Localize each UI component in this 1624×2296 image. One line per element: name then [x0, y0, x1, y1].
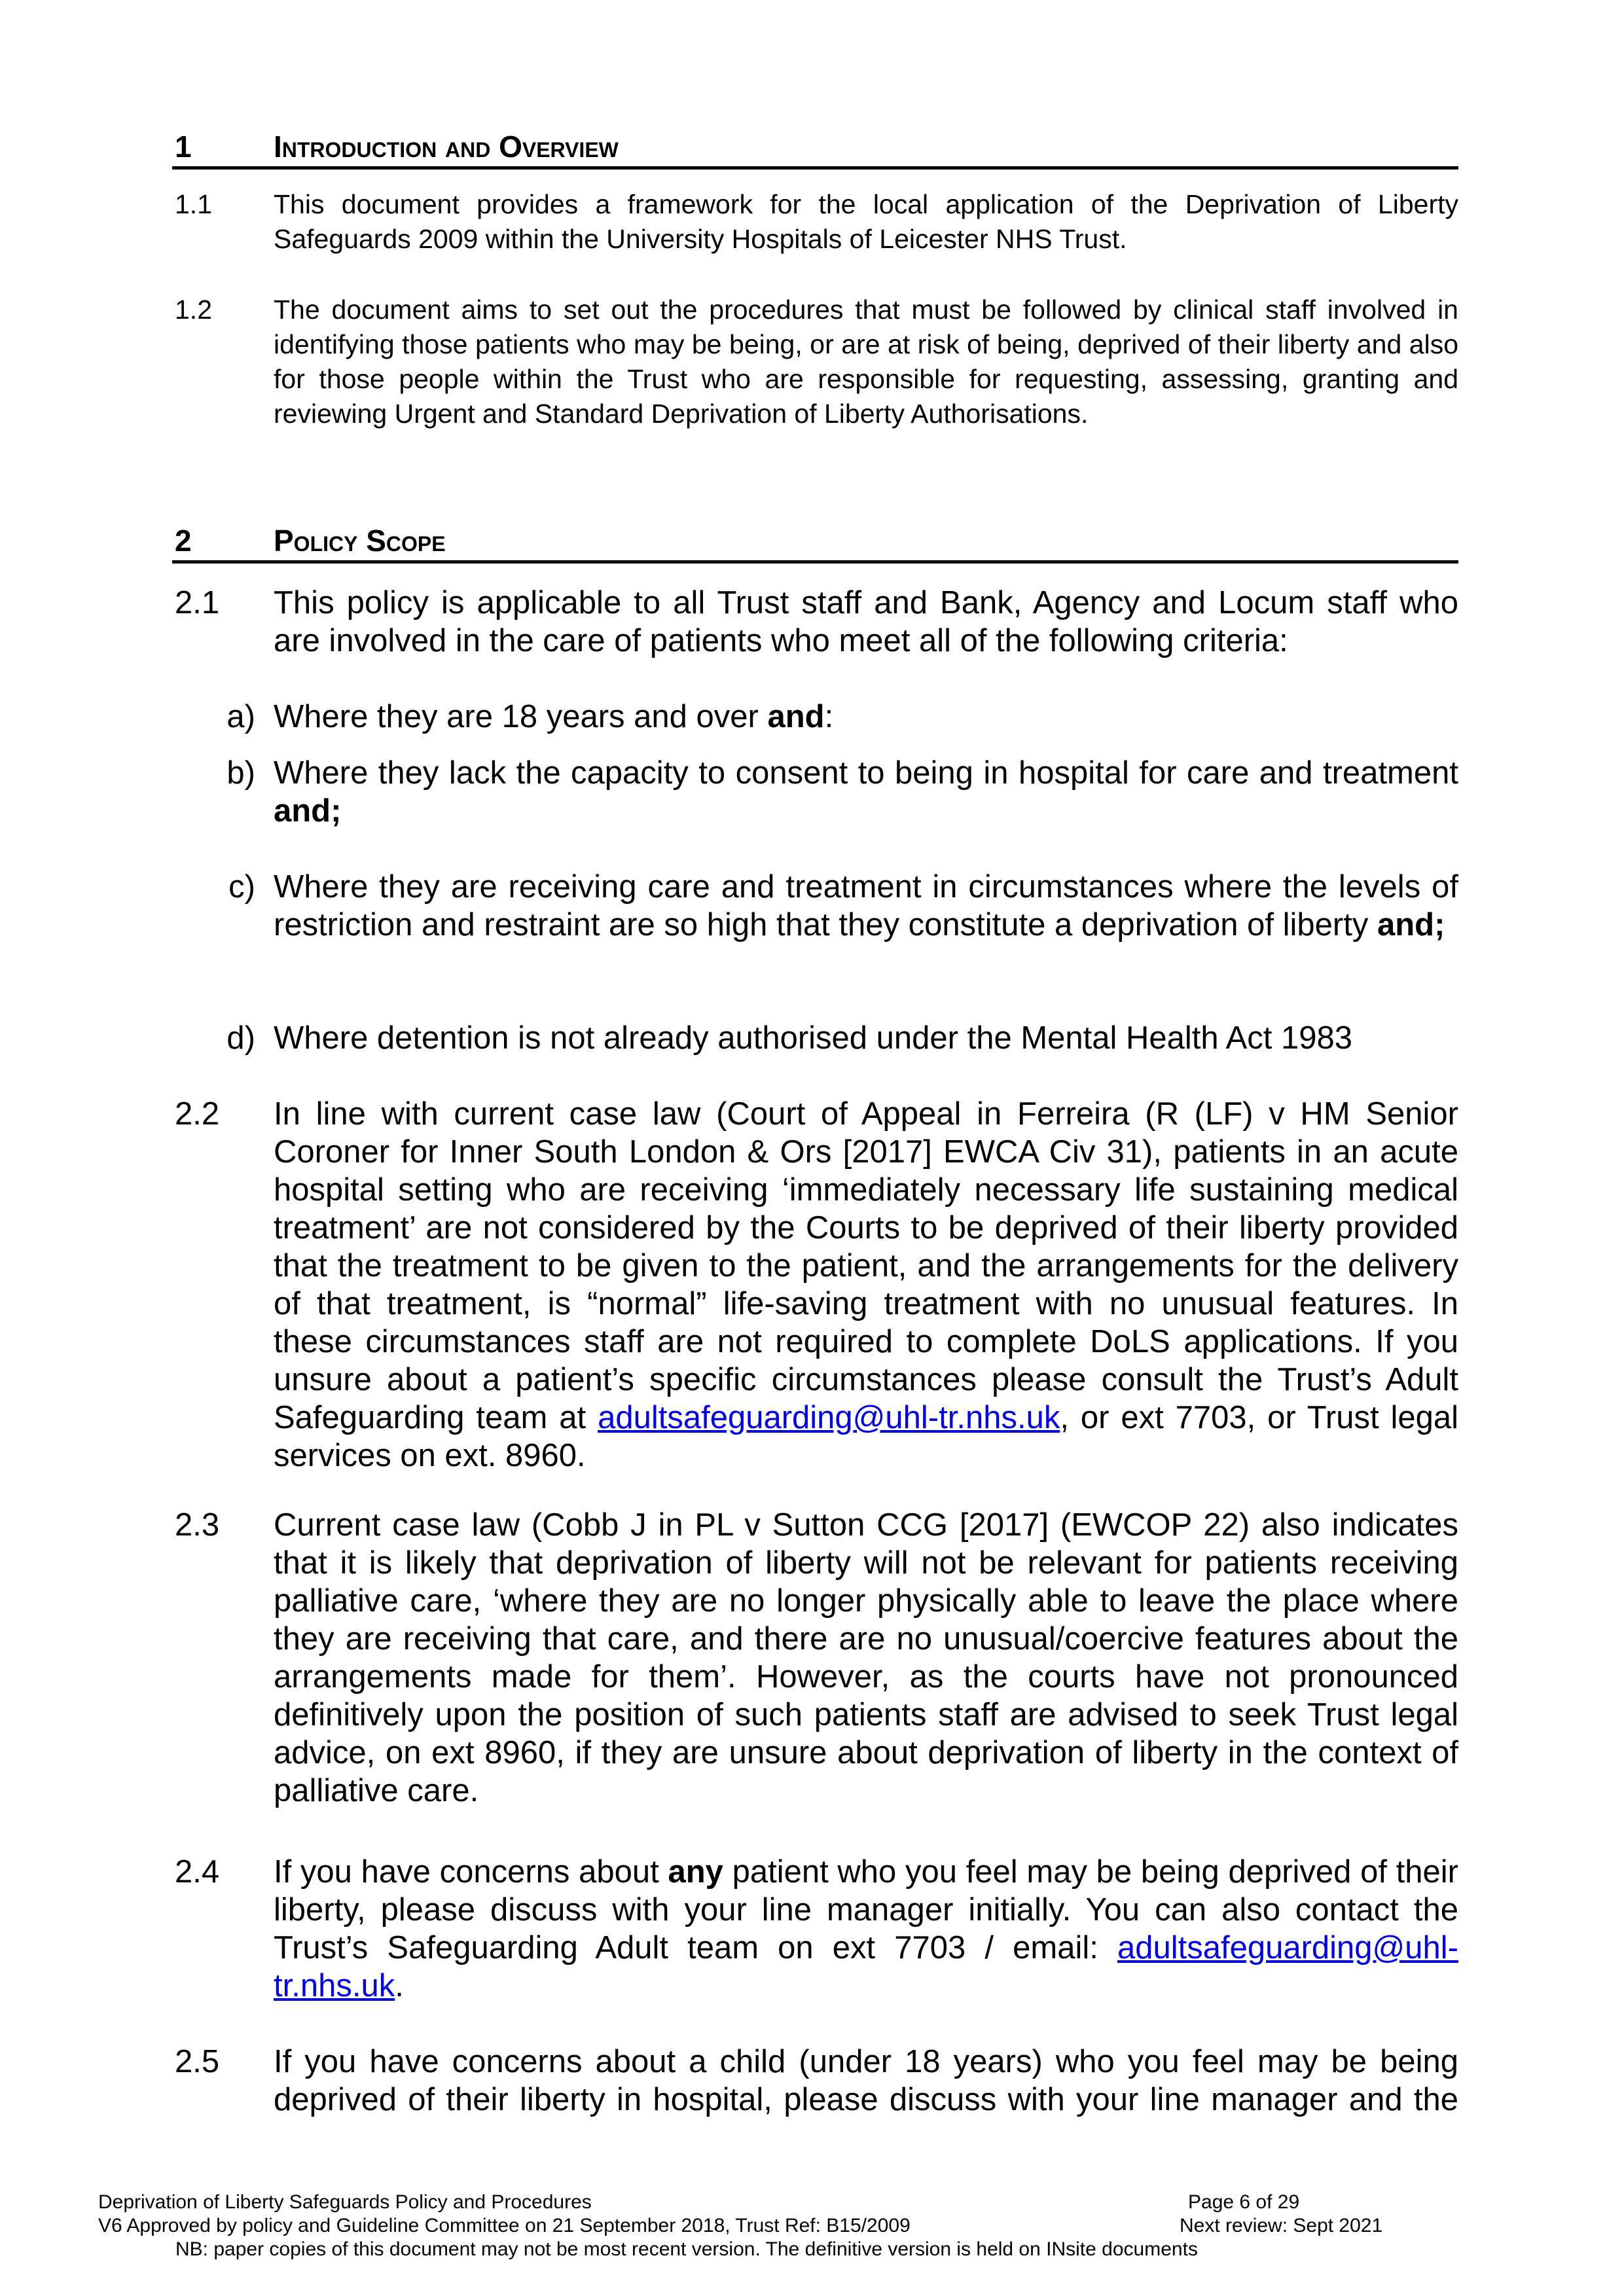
section-title: Introduction and Overview — [274, 130, 619, 164]
footer-document-title: Deprivation of Liberty Safeguards Policy and Procedures — [98, 2191, 592, 2213]
paragraph-text-continued: patient who you feel may be being deprived of their liberty, please discuss with your line manager initially. You can also contact the Trust’s Safeguarding Adult team on ext 7703 / email: — [274, 1854, 1459, 1965]
paragraph-number: 2.5 — [175, 2044, 220, 2079]
paragraph-text: The document aims to set out the procedures that must be followed by clinical staff involved in identifying those patients who may be being, or are at risk of being, deprived of their liberty and also for those people within the Trust who are responsible for requesting, assessing, granting and reviewing Urgent and Standard Deprivation of Liberty Authorisations. — [274, 295, 1458, 429]
paragraph-2-3 — [172, 1506, 1458, 1810]
paragraph-tail: , or ext 7703, or Trust legal services on ext. 8960. — [274, 1400, 1459, 1473]
paragraph-tail: . — [395, 1968, 404, 2003]
criteria-bold: and; — [1377, 907, 1445, 942]
paragraph-number: 1.2 — [175, 295, 212, 325]
paragraph-text: In line with current case law (Court of Appeal in Ferreira (R (LF) v HM Senior Coroner for Inner South London & Ors [2017] EWCA Civ 31), patients in an acute hospital setting who are receiving ‘immediately necessary life sustaining medical treatment’ are not considered by the Courts to be deprived of their liberty provided that the treatment to be given to the patient, and the arrangements for the delivery of that treatment, is “normal” life-saving treatment with no unusual features. In these circumstances staff are not required to complete DoLS applications. If you unsure about a patient’s specific circumstances please consult the Trust’s Adult Safeguarding team at — [274, 1096, 1458, 1435]
criteria-item-a — [172, 698, 1458, 736]
section-number: 2 — [175, 524, 192, 558]
footer-line-3 — [98, 2238, 1407, 2261]
footer-note: NB: paper copies of this document may not be most recent version. The definitive version is held on INsite documents — [175, 2238, 1198, 2260]
paragraph-number: 1.1 — [175, 189, 212, 219]
section-heading-2 — [172, 522, 1458, 564]
paragraph-text: Current case law (Cobb J in PL v Sutton CCG [2017] (EWCOP 22) also indicates that it is likely that deprivation of liberty will not be relevant for patients receiving palliative care, ‘where they are no longer physically able to leave the place where they are receiving that care, and there are no unusual/coercive features about the arrangements made for them’. However, as the courts have not pronounced definitively upon the position of such patients staff are advised to seek Trust legal advice, on ext 8960, if they are unsure about deprivation of liberty in the context of palliative care. — [274, 1507, 1458, 1808]
criteria-item-c — [172, 868, 1458, 944]
criteria-label: a) — [226, 699, 255, 734]
footer-approval: V6 Approved by policy and Guideline Committee on 21 September 2018, Trust Ref: B15/2009 — [98, 2215, 911, 2236]
paragraph-text: This policy is applicable to all Trust staff and Bank, Agency and Locum staff who are involved in the care of patients who meet all of the following criteria: — [274, 585, 1458, 658]
footer-page-number: Page 6 of 29 — [1188, 2191, 1300, 2213]
criteria-text: Where they lack the capacity to consent to being in hospital for care and treatment — [274, 755, 1458, 791]
paragraph-2-1 — [172, 584, 1458, 660]
section-heading-1 — [172, 128, 1458, 170]
criteria-bold: and; — [274, 793, 342, 829]
footer-line-2 — [98, 2214, 1407, 2238]
criteria-item-d — [172, 1019, 1458, 1057]
paragraph-1-2 — [172, 293, 1458, 431]
criteria-bold: and — [767, 699, 825, 734]
paragraph-text: If you have concerns about a child (under 18 years) who you feel may be being deprived of their liberty in hospital, please discuss with your line manager and the — [274, 2044, 1458, 2117]
criteria-item-b — [172, 754, 1458, 830]
footer-line-1 — [98, 2191, 1407, 2214]
criteria-label: d) — [226, 1020, 255, 1056]
criteria-tail: : — [824, 699, 834, 734]
paragraph-number: 2.2 — [175, 1096, 220, 1132]
paragraph-number: 2.1 — [175, 585, 220, 620]
paragraph-text: If you have concerns about — [274, 1854, 668, 1890]
paragraph-bold: any — [668, 1854, 723, 1890]
criteria-text: Where detention is not already authorised under the Mental Health Act 1983 — [274, 1020, 1352, 1056]
criteria-text: Where they are 18 years and over — [274, 699, 768, 734]
criteria-label: b) — [226, 755, 255, 791]
footer-next-review: Next review: Sept 2021 — [1180, 2215, 1383, 2236]
section-title: Policy Scope — [274, 524, 446, 558]
section-number: 1 — [175, 130, 192, 164]
email-link[interactable]: adultsafeguarding@uhl-tr.nhs.uk — [274, 1930, 1458, 2003]
paragraph-number: 2.3 — [175, 1507, 220, 1543]
criteria-text: Where they are receiving care and treatment in circumstances where the levels of restriction and restraint are so high that they constitute a deprivation of liberty — [274, 869, 1458, 942]
paragraph-1-1 — [172, 187, 1458, 257]
paragraph-text: This document provides a framework for the local application of the Deprivation of Liberty Safeguards 2009 within the University Hospitals of Leicester NHS Trust. — [274, 189, 1458, 254]
paragraph-number: 2.4 — [175, 1854, 220, 1890]
paragraph-2-2 — [172, 1095, 1458, 1475]
email-link[interactable]: adultsafeguarding@uhl-tr.nhs.uk — [598, 1400, 1060, 1435]
criteria-label: c) — [228, 869, 255, 905]
paragraph-2-4 — [172, 1853, 1458, 2005]
paragraph-2-5 — [172, 2043, 1458, 2119]
